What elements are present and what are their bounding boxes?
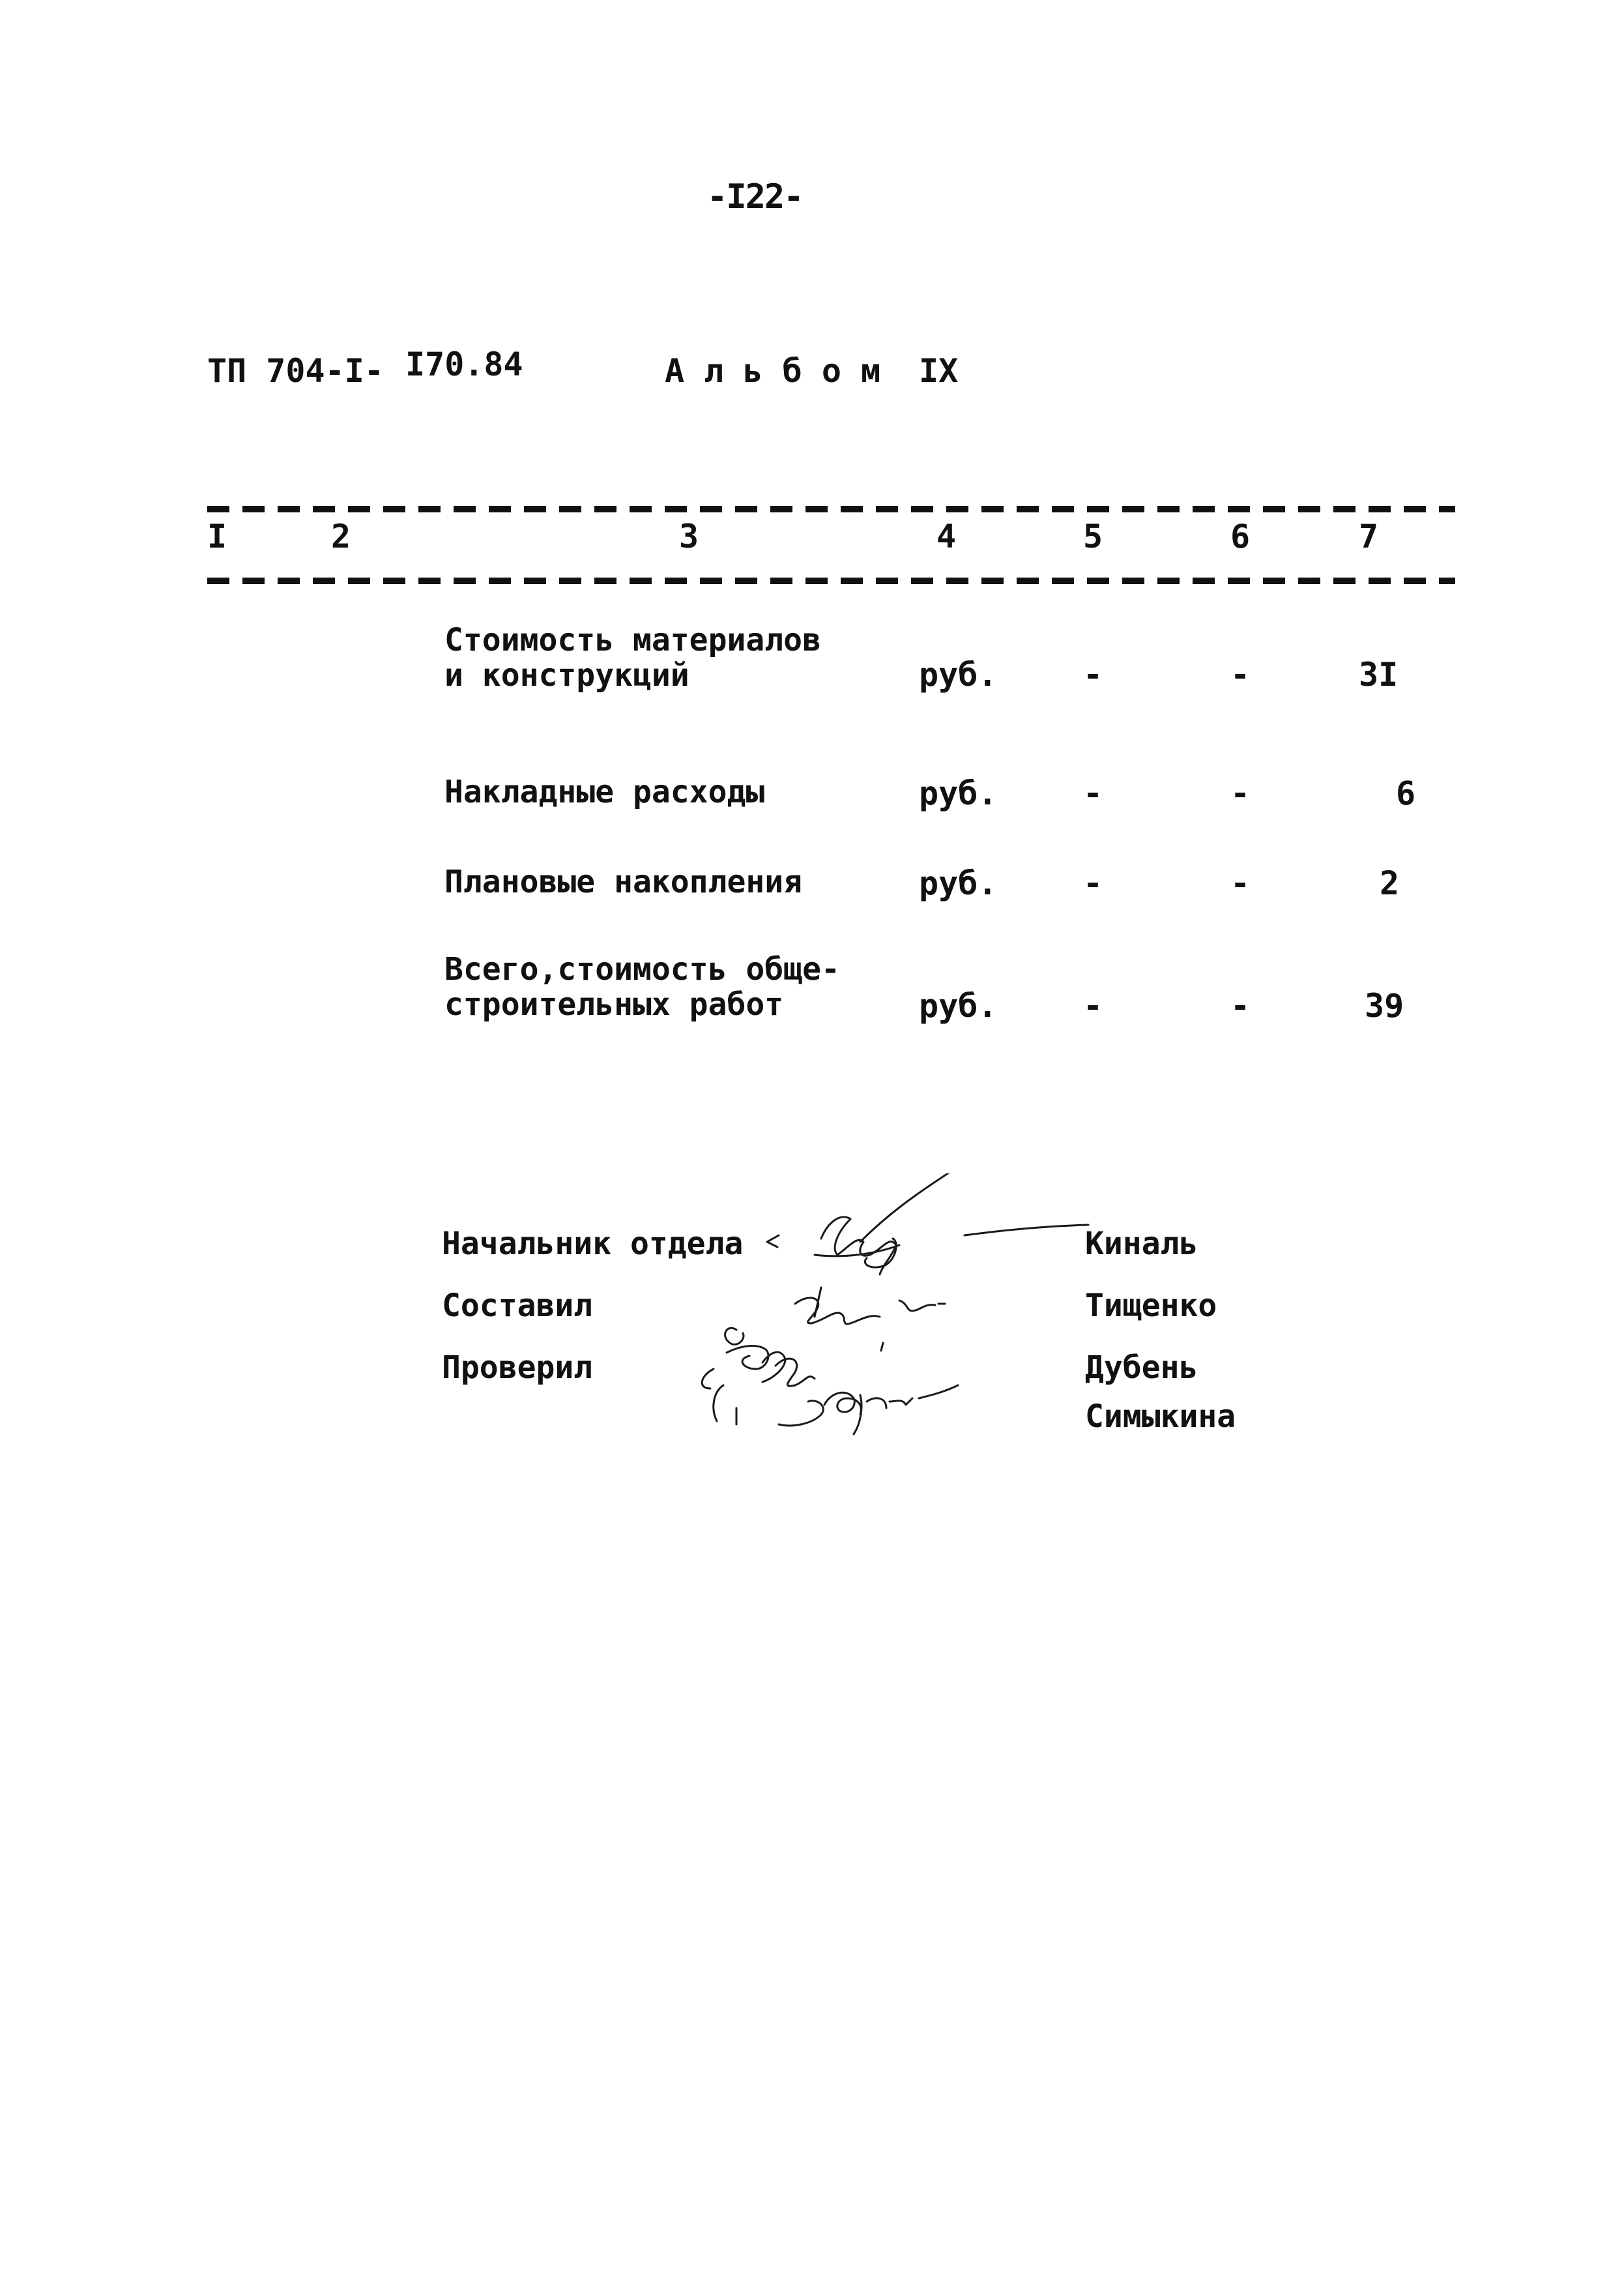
row-col5: - [1083,656,1103,694]
column-header-7: 7 [1359,518,1379,555]
row-col5: - [1083,987,1103,1025]
signatory-name: Дубень [1085,1349,1198,1386]
signatory-name: Тищенко [1085,1287,1217,1324]
column-header-6: 6 [1230,518,1251,555]
signature-role: Составил [442,1287,593,1324]
row-unit: руб. [919,987,998,1025]
row-unit: руб. [919,774,998,812]
column-header-3: 3 [679,518,699,555]
signature-role: Проверил [442,1349,593,1386]
row-description-line: Всего,стоимость обще- [444,951,840,988]
page-number: -I22- [707,177,803,216]
column-header-2: 2 [331,518,351,555]
column-header-5: 5 [1083,518,1103,555]
row-col6: - [1230,774,1251,812]
row-col7: 2 [1380,864,1400,902]
row-col6: - [1230,656,1251,694]
row-description-line: и конструкций [444,657,689,694]
column-header-1: I [207,518,227,555]
column-header-4: 4 [936,518,957,555]
row-col6: - [1230,864,1251,902]
row-col6: - [1230,987,1251,1025]
row-description-line: Накладные расходы [444,774,765,810]
album-label: А л ь б о м [665,352,881,390]
document-code: ТП 704-I- [207,352,384,390]
signatory-name: Киналь [1085,1226,1198,1262]
row-col5: - [1083,774,1103,812]
document-number: I70.84 [405,345,523,383]
row-description-line: Стоимость материалов [444,622,821,658]
table-top-rule [207,506,1455,512]
row-description-line: строительных работ [444,986,784,1023]
signature-role: Начальник отдела [442,1226,744,1262]
row-col5: - [1083,864,1103,902]
row-col7: 3I [1359,656,1399,694]
row-col7: 39 [1365,987,1404,1025]
handwritten-signatures [665,1173,1108,1486]
row-unit: руб. [919,864,998,902]
row-description-line: Плановые накопления [444,864,803,900]
row-col7: 6 [1396,774,1416,812]
signatory-name: Симыкина [1085,1398,1236,1435]
table-header-rule [207,578,1455,584]
row-unit: руб. [919,656,998,694]
album-number: IX [919,352,959,390]
